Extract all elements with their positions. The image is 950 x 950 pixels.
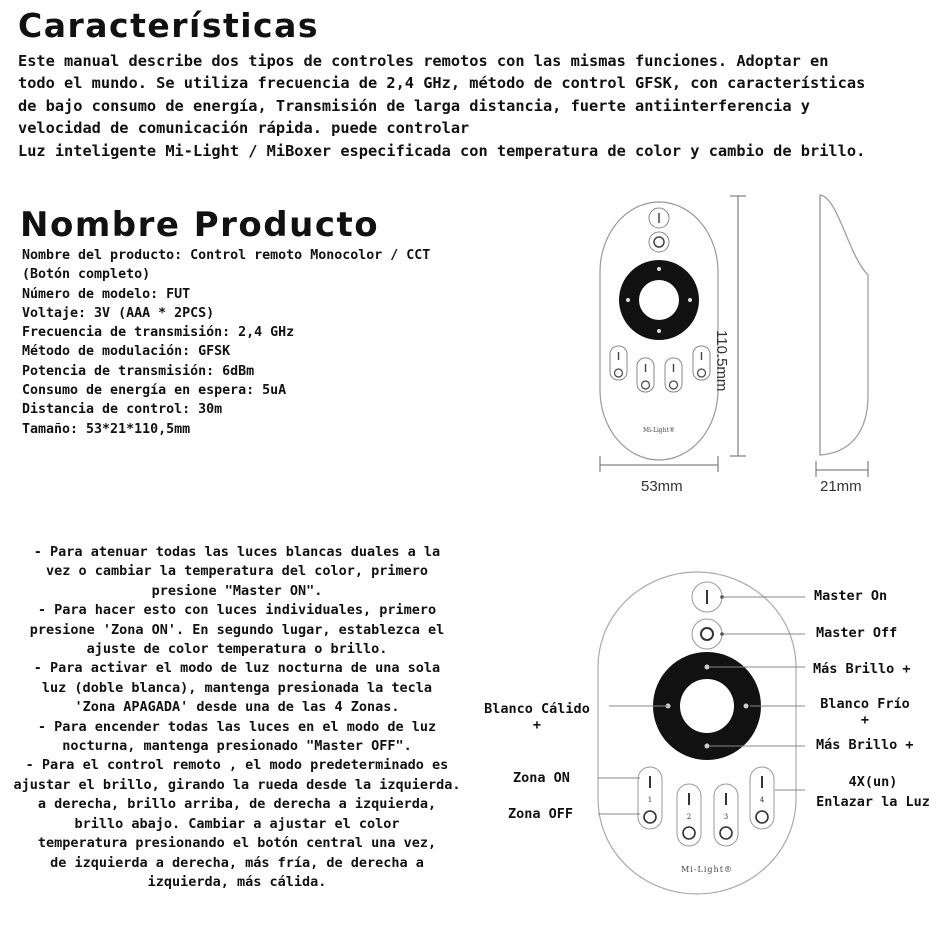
spec-line: Potencia de transmisión: 6dBm <box>22 363 255 379</box>
label-warm-white <box>474 701 600 733</box>
zone-number: 4 <box>759 796 765 804</box>
label-master-on: Master On <box>814 588 888 604</box>
instruction-line: 'Zona APAGADA' desde una de las 4 Zonas. <box>74 699 400 716</box>
instruction-line: presione 'Zona ON'. En segundo lugar, establezca el <box>29 621 445 638</box>
label-link-line1: 4X(un) <box>848 774 898 790</box>
zone-number: 3 <box>723 813 729 821</box>
label-brightness-up-top: Más Brillo + <box>813 661 911 677</box>
instruction-line: - Para hacer esto con luces individuales, primero <box>37 602 437 619</box>
features-text <box>18 50 943 162</box>
instruction-line: izquierda, más cálida. <box>147 873 327 890</box>
remote-front-dimension-drawing <box>590 180 770 500</box>
product-title: Nombre Producto <box>20 205 380 245</box>
label-zone-off: Zona OFF <box>508 806 574 822</box>
zone-4-button <box>693 346 710 380</box>
height-label: 110.5mm <box>713 330 730 392</box>
wheel-dot <box>705 665 710 670</box>
instruction-line: nocturna, mantenga presionado "Master OFF". <box>62 738 412 755</box>
label-cool-white-plus: + <box>860 712 870 728</box>
zone-number: 1 <box>647 796 653 804</box>
width-label: 53mm <box>641 478 683 495</box>
wheel-center-button <box>639 280 679 320</box>
annotated-remote-diagram <box>590 560 810 900</box>
label-link-light <box>806 772 940 812</box>
label-zone-on: Zona ON <box>513 770 570 786</box>
label-link-line2: Enlazar la Luz <box>816 794 930 810</box>
instruction-line: ajuste de color temperatura o brillo. <box>86 641 388 658</box>
zone-2-button <box>637 358 654 392</box>
spec-line: Nombre del producto: Control remoto Monocolor / CCT <box>22 248 431 263</box>
features-line: todo el mundo. Se utiliza frecuencia de 2,4 GHz, método de control GFSK, con características <box>18 74 866 93</box>
instruction-line: a derecha, brillo arriba, de derecha a izquierda, <box>37 796 437 813</box>
label-master-off: Master Off <box>816 625 898 641</box>
wheel-dot <box>657 329 661 333</box>
spec-line: Número de modelo: FUT <box>22 286 191 302</box>
spec-line: Consumo de energía en espera: 5uA <box>22 383 287 399</box>
instruction-line: vez o cambiar la temperatura del color, primero <box>45 563 428 580</box>
wheel-dot <box>744 704 749 709</box>
wheel-dot <box>626 298 630 302</box>
label-warm-white-text: Blanco Cálido <box>484 701 590 717</box>
wheel-center-button <box>680 679 734 733</box>
instruction-line: - Para activar el modo de luz nocturna de una sola <box>33 660 441 677</box>
spec-line: (Botón completo) <box>22 267 151 283</box>
brand-logo: Mi-Light® <box>642 427 676 434</box>
remote-side-outline <box>820 195 868 455</box>
spec-line: Distancia de control: 30m <box>22 402 223 418</box>
label-brightness-up-bottom: Más Brillo + <box>816 737 914 753</box>
features-line: velocidad de comunicación rápida. puede controlar <box>18 119 470 138</box>
spec-line: Método de modulación: GFSK <box>22 344 231 360</box>
instruction-line: - Para encender todas las luces en el modo de luz <box>37 718 437 735</box>
instruction-line: luz (doble blanca), mantenga presionada la tecla <box>41 679 433 696</box>
remote-side-dimension-drawing <box>808 185 878 485</box>
label-cool-white-text: Blanco Frío <box>820 696 910 712</box>
spec-line: Voltaje: 3V (AAA * 2PCS) <box>22 305 215 321</box>
wheel-dot <box>657 267 661 271</box>
spec-line: Frecuencia de transmisión: 2,4 GHz <box>22 325 295 341</box>
instructions <box>8 543 466 892</box>
instruction-line: - Para atenuar todas las luces blancas duales a la <box>33 544 441 560</box>
label-cool-white <box>810 696 920 728</box>
product-specs <box>22 246 430 439</box>
features-line: de bajo consumo de energía, Transmisión de larga distancia, fuerte antiinterferencia y <box>18 96 811 115</box>
instruction-line: presione "Master ON". <box>151 582 323 599</box>
spec-line: Tamaño: 53*21*110,5mm <box>22 421 191 437</box>
brand-logo: Mi-Light® <box>681 865 733 874</box>
zone-3-button <box>665 358 682 392</box>
label-warm-white-plus: + <box>532 717 542 733</box>
master-off-button <box>692 619 722 649</box>
features-line: Este manual describe dos tipos de controles remotos con las mismas funciones. Adoptar en <box>18 52 829 70</box>
master-off-button <box>649 232 669 252</box>
features-line: Luz inteligente Mi-Light / MiBoxer especificada con temperatura de color y cambio de brillo. <box>18 141 866 160</box>
instruction-line: brillo abajo. Cambiar a ajustar el color <box>74 815 400 832</box>
zone-number: 2 <box>686 813 692 821</box>
features-title: Características <box>18 6 320 45</box>
wheel-dot <box>705 744 710 749</box>
wheel-dot <box>666 704 671 709</box>
instruction-line: - Para el control remoto , el modo predeterminado es <box>25 757 449 774</box>
instruction-line: de izquierda a derecha, más fría, de derecha a <box>50 854 424 871</box>
depth-label: 21mm <box>820 478 862 495</box>
wheel-dot <box>688 298 692 302</box>
zone-1-button <box>610 346 627 380</box>
instruction-line: temperatura presionando el botón central una vez, <box>37 835 437 852</box>
instruction-line: ajustar el brillo, girando la rueda desde la izquierda. <box>13 776 461 793</box>
